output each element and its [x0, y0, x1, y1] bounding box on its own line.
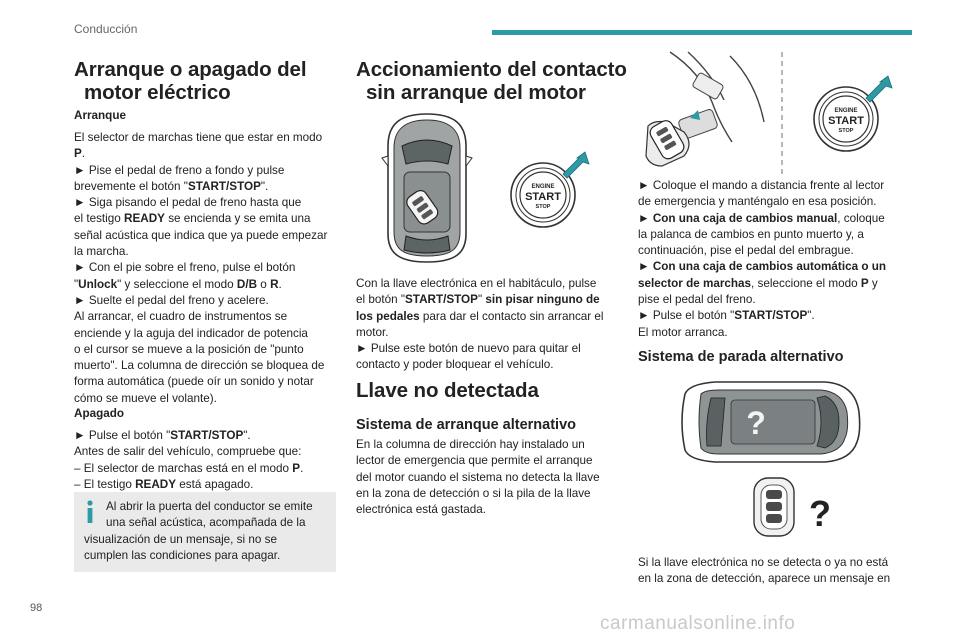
mode-db: D/B — [236, 277, 258, 291]
start-stop-label-2: START/STOP — [170, 429, 244, 442]
col2-body-2 — [356, 437, 626, 518]
col1-p1-line1: El selector de marchas tiene que estar en modo — [74, 131, 323, 144]
col1-title — [74, 58, 344, 104]
engine-start-button-illustration — [808, 74, 896, 162]
col1-d1-pre: – El selector de marchas está en el modo — [74, 461, 293, 475]
col2-b1-line2: contacto y poder bloquear el vehículo. — [356, 358, 554, 372]
col1-b1-line2 — [74, 179, 344, 195]
col2-title — [356, 58, 636, 104]
info-note-text — [84, 499, 330, 564]
info-line4: cumplen las condiciones para apagar. — [84, 548, 281, 562]
col3-b4 — [638, 308, 913, 324]
col1-b3-line1: ► Con el pie sobre el freno, pulse el botón — [74, 261, 296, 275]
col3-b2-line2: la palanca de cambios en punto muerto y, a — [638, 227, 864, 241]
no-pedals-text-2: los pedales — [356, 309, 420, 323]
ready-label-2: READY — [135, 477, 176, 491]
col2-p2-line1: En la columna de dirección hay instalado un — [356, 438, 585, 451]
col3-b4-post: ". — [807, 309, 815, 323]
col1-p1-line2 — [74, 146, 344, 162]
subheading-arranque-alternativo: Sistema de arranque alternativo — [356, 417, 576, 433]
col1-p2-line6: cómo se mueve el volante). — [74, 391, 217, 405]
col1-b3-line2 — [74, 277, 344, 293]
col2-p2-line3: del motor cuando el sistema no detecta la llave — [356, 470, 600, 484]
question-mark-car: ? — [746, 405, 766, 441]
col1-p2-line5: forma automática (puede oír un sonido y notar — [74, 375, 314, 389]
col1-p2-line3: o el cursor se mueve a la posición de "punto — [74, 342, 304, 356]
col2-p1-pre: el botón " — [356, 293, 405, 307]
col3-b2-line1 — [638, 211, 913, 227]
col2-p1-q: " — [477, 293, 486, 307]
col3-b1-line2: de emergencia y manténgalo en esa posición. — [638, 195, 877, 209]
col1-d2-pre: – El testigo — [74, 477, 136, 491]
col1-b4: ► Suelte el pedal del freno y acelere. — [74, 293, 269, 307]
col3-b2-post: , coloque — [837, 211, 885, 225]
col2-b1-line1: ► Pulse este botón de nuevo para quitar el — [356, 342, 581, 356]
col2-body-1 — [356, 276, 626, 374]
col3-b3-end: y — [868, 276, 878, 290]
button-text-start: START — [828, 115, 864, 127]
col1-title-line1: Arranque o apagado del — [74, 58, 307, 81]
col3-b1-line1: ► Coloque el mando a distancia frente al lector — [638, 179, 885, 192]
info-line1: Al abrir la puerta del conductor se emite — [106, 500, 313, 513]
start-stop-label-4: START/STOP — [734, 309, 808, 323]
col2-title-line1: Accionamiento del contacto — [356, 58, 627, 81]
col2-p2-line5: electrónica está gastada. — [356, 503, 486, 517]
col2-title-2: Llave no detectada — [356, 379, 539, 402]
col3-b3-line1 — [638, 259, 913, 275]
col1-b5-pre: ► Pulse el botón " — [74, 429, 171, 442]
header-accent-bar — [492, 30, 912, 35]
col3-body-2 — [638, 555, 913, 588]
col2-p1-line2 — [356, 292, 626, 308]
col2-p2-line2: lector de emergencia que permite el arranque — [356, 454, 593, 468]
col3-b3-mid: , seleccione el modo — [751, 276, 861, 290]
subheading-parada-alternativo: Sistema de parada alternativo — [638, 349, 844, 365]
button-text-stop: STOP — [838, 128, 854, 134]
col1-d2-post: está apagado. — [176, 477, 254, 491]
button-text-start: START — [525, 191, 561, 203]
col3-p2-line1: Si la llave electrónica no se detecta o ya no está — [638, 556, 889, 569]
car-with-key-illustration — [382, 112, 472, 264]
col1-b3-end: . — [278, 277, 282, 291]
col2-p1-line3 — [356, 309, 626, 325]
col3-p2-line2: en la zona de detección, aparece un mensaje en — [638, 572, 891, 586]
col1-body-apagado — [74, 428, 344, 493]
col1-b3-mid: " y seleccione el modo — [117, 277, 237, 291]
col3-b2-arrow: ► — [638, 211, 653, 225]
button-text-stop: STOP — [535, 204, 551, 210]
col1-b2-line2 — [74, 211, 344, 227]
col3-p1: El motor arranca. — [638, 325, 728, 339]
col1-b2-pre: el testigo — [74, 212, 125, 226]
col3-b4-pre: ► Pulse el botón " — [638, 309, 735, 323]
col1-b1-pre: brevemente el botón " — [74, 179, 188, 193]
col1-title-line2 — [74, 81, 344, 104]
ready-label: READY — [124, 212, 165, 226]
start-stop-label: START/STOP — [187, 179, 261, 193]
arrow-icon — [563, 152, 589, 178]
key-fob-question-illustration — [748, 472, 840, 540]
col3-b3-line3: pise el pedal del freno. — [638, 293, 756, 307]
col1-d1 — [74, 461, 344, 477]
col1-d1-post: . — [300, 461, 304, 475]
col1-b3-q1: " — [74, 277, 79, 291]
col1-p2-line2: enciende y la aguja del indicador de potencia — [74, 326, 308, 340]
button-text-engine: ENGINE — [834, 108, 858, 114]
auto-gearbox-text: Con una caja de cambios automática o un — [652, 260, 886, 274]
col2-p1-post: para dar el contacto sin arrancar el — [419, 309, 604, 323]
col1-b3-or: o — [257, 277, 271, 291]
mode-p: P — [74, 147, 82, 161]
col1-b5-post: ". — [243, 429, 251, 442]
start-stop-label-3: START/STOP — [405, 293, 478, 307]
col1-b1-post: ". — [260, 179, 269, 193]
col1-body-arranque — [74, 130, 344, 407]
mode-p-2: P — [292, 461, 301, 475]
col2-p1-line4: motor. — [356, 325, 389, 339]
engine-start-button-illustration — [505, 150, 593, 238]
watermark: carmanualsonline.info — [600, 613, 796, 634]
mode-r: R — [270, 277, 279, 291]
manual-gearbox-text: Con una caja de cambios manual — [652, 211, 838, 225]
col3-b3-line2 — [638, 276, 913, 292]
col2-p2-line4: en la zona de detección o si la pila de la llave — [356, 486, 591, 500]
col1-p3: Antes de salir del vehículo, compruebe que: — [74, 445, 302, 459]
key-not-detected-car-illustration — [675, 372, 865, 472]
col2-p1-line1: Con la llave electrónica en el habitáculo, pulse — [356, 277, 597, 290]
page-number: 98 — [30, 602, 43, 614]
col2-title-line2-text: sin arranque del motor — [366, 81, 586, 104]
section-title: Conducción — [74, 22, 138, 36]
col1-b5 — [74, 428, 344, 444]
arrow-icon — [866, 76, 892, 102]
col1-b2-line4: la marcha. — [74, 245, 129, 259]
col3-body-1 — [638, 178, 913, 341]
col1-p2-line4: muerto". La columna de dirección se bloquea de — [74, 359, 325, 373]
col1-p2-line1: Al arrancar, el cuadro de instrumentos se — [74, 310, 288, 324]
col1-b2-line3: señal acústica que indica que ya puede empezar — [74, 228, 328, 242]
col1-b2-post: se encienda y se emita una — [164, 212, 311, 226]
col1-b1-line1: ► Pise el pedal de freno a fondo y pulse — [74, 163, 285, 177]
unlock-label: Unlock — [78, 277, 118, 291]
col2-title-line2 — [356, 81, 636, 104]
col3-b3-arrow: ► — [638, 260, 653, 274]
question-mark-key: ? — [809, 493, 831, 534]
subheading-apagado: Apagado — [74, 407, 124, 420]
info-line2: una señal acústica, acompañada de la — [106, 516, 306, 530]
col1-b2-line1: ► Siga pisando el pedal de freno hasta que — [74, 196, 302, 210]
gear-selector-text: selector de marchas — [638, 276, 752, 290]
button-text-engine: ENGINE — [531, 184, 555, 190]
info-line3: visualización de un mensaje, si no se — [84, 532, 277, 546]
steering-column-key-illustration — [640, 52, 800, 176]
col1-title-line2-text: motor eléctrico — [84, 81, 231, 104]
mode-p-3: P — [860, 276, 869, 290]
subheading-arranque: Arranque — [74, 109, 126, 122]
col3-b2-line3: continuación, pise el pedal del embrague. — [638, 244, 854, 258]
col1-p1-end: . — [81, 147, 86, 161]
no-pedals-text: sin pisar ninguno de — [485, 293, 600, 307]
col1-d2 — [74, 477, 344, 493]
